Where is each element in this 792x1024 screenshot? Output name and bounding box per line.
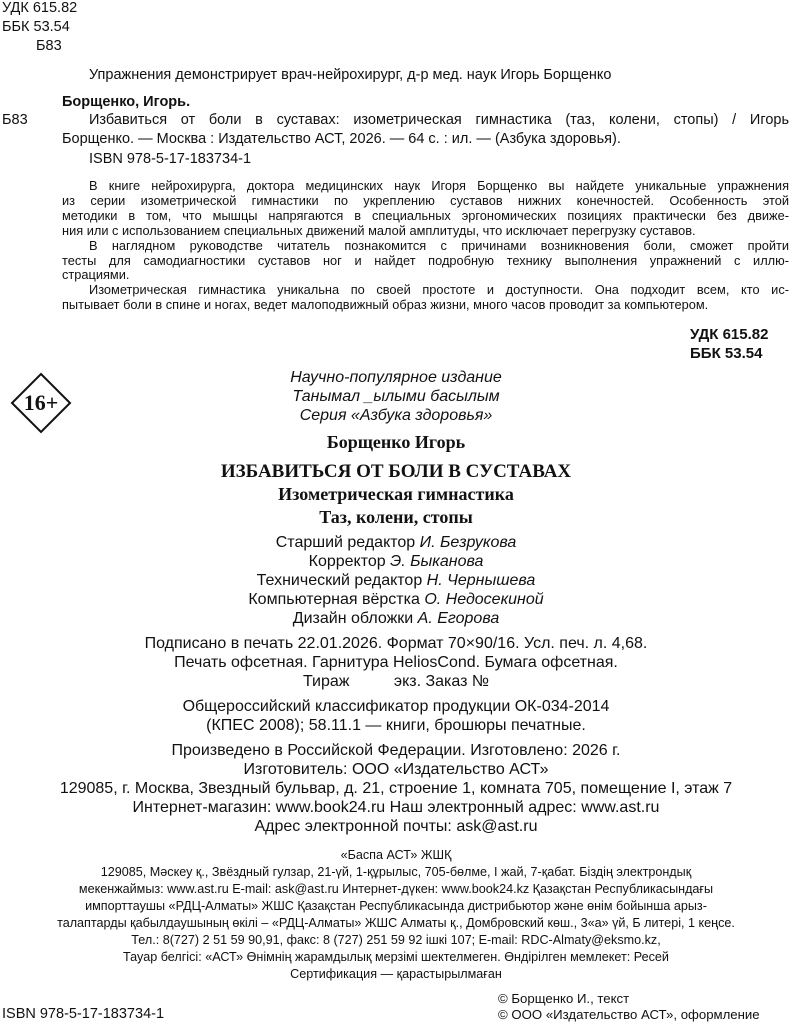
kz-info-line: «Баспа АСТ» ЖШҚ — [340, 848, 452, 862]
author-mark-top: Б83 — [36, 38, 62, 54]
print-info-line: Тираж экз. Заказ № — [302, 673, 490, 690]
bbk-code-right: ББК 53.54 — [690, 345, 763, 362]
credit-name: А. Егорова — [417, 610, 500, 627]
udk-code-right: УДК 615.82 — [690, 326, 769, 343]
book-author: Борщенко Игорь — [326, 432, 466, 452]
credit-role: Дизайн обложки — [292, 610, 418, 627]
credit-line — [0, 552, 792, 571]
annotation-line: Изометрическая гимнастика уникальна по своей простоте и доступности. Она подходит всем, кто ис- — [89, 282, 789, 298]
publisher-info-line: Изготовитель: ООО «Издательство АСТ» — [243, 761, 549, 778]
kz-info-line: 129085, Мәскеу қ., Звёздный гулзар, 21-үй, 1-құрылыс, 705-бөлме, I жай, 7-қабат. Біздің электрондық — [100, 865, 692, 879]
credit-name: Н. Чернышева — [426, 572, 536, 589]
annotation-line: из серии изометрической гимнастики по укреплению суставов нижних конечностей. Особенность этой — [62, 192, 789, 208]
credit-role: Корректор — [308, 553, 391, 570]
kz-info-line: импорттаушы «РДЦ-Алматы» ЖШС Қазақстан Республикасында дистрибьютор және өнім бойынша арыз- — [85, 899, 707, 913]
annotation-line: страциями. — [62, 267, 130, 283]
credit-role: Компьютерная вёрстка — [248, 591, 425, 608]
annotation — [62, 178, 789, 313]
book-subtitle-1: Изометрическая гимнастика — [278, 484, 514, 504]
publisher-info-line: 129085, г. Москва, Звездный бульвар, д. 21, строение 1, комната 705, помещение I, этаж 7 — [59, 780, 733, 797]
biblio-isbn: ISBN 978-5-17-183734-1 — [89, 151, 252, 167]
copyright-line: © Борщенко И., текст — [498, 991, 630, 1006]
illustration-note: Упражнения демонстрирует врач-нейрохирург, д-р мед. наук Игорь Борщенко — [89, 67, 612, 83]
edition-series: Серия «Азбука здоровья» — [299, 407, 493, 424]
credit-role: Старший редактор — [275, 534, 420, 551]
biblio-mark: Б83 — [2, 112, 28, 128]
copyright-line: © ООО «Издательство АСТ», оформление — [498, 1007, 760, 1022]
book-title: ИЗБАВИТЬСЯ ОТ БОЛИ В СУСТАВАХ — [220, 461, 572, 482]
footer-isbn: ISBN 978-5-17-183734-1 — [2, 1006, 165, 1022]
credit-role: Технический редактор — [256, 572, 427, 589]
credit-line — [0, 533, 792, 552]
kz-info-line: мекенжаймыз: www.ast.ru E-mail: ask@ast.ru Интернет-дүкен: www.book24.kz Қазақстан Республикасындағы — [78, 882, 714, 896]
annotation-line: тесты для самодиагностики суставов ног и найдет подробную технику выполнения упражнений с иллю- — [62, 252, 789, 268]
print-info-line: Подписано в печать 22.01.2026. Формат 70×90/16. Усл. печ. л. 4,68. — [144, 635, 648, 652]
print-info-line: Печать офсетная. Гарнитура HeliosCond. Бумага офсетная. — [174, 654, 618, 671]
annotation-line: методики в том, что мышцы напрягаются в специальных эргономических позициях практически без движе- — [62, 207, 789, 223]
publisher-info-line: Адрес электронной почты: ask@ast.ru — [254, 818, 538, 835]
edition-type-kz: Танымал _ылыми басылым — [292, 388, 500, 405]
udk-code-top: УДК 615.82 — [2, 0, 78, 16]
publisher-info-line: Произведено в Российской Федерации. Изготовлено: 2026 г. — [171, 742, 621, 759]
biblio-line-1: Избавиться от боли в суставах: изометрическая гимнастика (таз, колени, стопы) / Игорь — [89, 112, 789, 128]
kz-info-line: Тел.: 8(727) 2 51 59 90,91, факс: 8 (727) 251 59 92 ішкі 107; E-mail: RDC-Almaty@eksmo.kz, — [131, 933, 661, 947]
kz-info-line: талаптарды қабылдаушының өкілі – «РДЦ-Алматы» ЖШС Алматы қ., Домбровский көш., 3«а» үй, Б литері, 1 кеңсе. — [57, 916, 735, 930]
kz-info-line: Сертификация — қарастырылмаған — [290, 967, 502, 981]
kz-info-line: Тауар белгісі: «АСТ» Өнімнің жарамдылық мерзімі шектелмеген. Өндірілген мемлекет: Ресей — [123, 950, 669, 964]
annotation-line: В наглядном руководстве читатель познакомится с причинами возникновения боли, сможет пройти — [89, 237, 789, 253]
classifier-line: (КПЕС 2008); 58.11.1 — книги, брошюры печатные. — [206, 717, 586, 734]
credit-line — [0, 609, 792, 628]
credit-name: И. Безрукова — [419, 534, 517, 551]
credit-line — [0, 590, 792, 609]
credit-line — [0, 571, 792, 590]
biblio-line-2: Борщенко. — Москва : Издательство АСТ, 2026. — 64 с. : ил. — (Азбука здоровья). — [62, 131, 621, 147]
edition-type: Научно-популярное издание — [290, 369, 502, 386]
annotation-line: ния или с использованием специальных движений малой амплитуды, что исключает перегрузку суставов. — [62, 222, 696, 238]
classifier-line: Общероссийский классификатор продукции ОК-034-2014 — [182, 698, 610, 715]
annotation-line: В книге нейрохирурга, доктора медицинских наук Игоря Борщенко вы найдете уникальные упражнения — [89, 178, 789, 193]
publisher-info-line: Интернет-магазин: www.book24.ru Наш электронный адрес: www.ast.ru — [132, 799, 660, 816]
annotation-line: пытывает боли в спине и ногах, ведет малоподвижный образ жизни, много часов проводит за компьютером. — [62, 297, 709, 313]
credit-name: О. Недосекиной — [424, 591, 544, 608]
age-rating-label: 16+ — [23, 390, 59, 415]
author-heading: Борщенко, Игорь. — [62, 94, 191, 110]
book-subtitle-2: Таз, колени, стопы — [319, 507, 473, 527]
credit-name: Э. Быканова — [390, 553, 484, 570]
bbk-code-top: ББК 53.54 — [2, 19, 70, 35]
